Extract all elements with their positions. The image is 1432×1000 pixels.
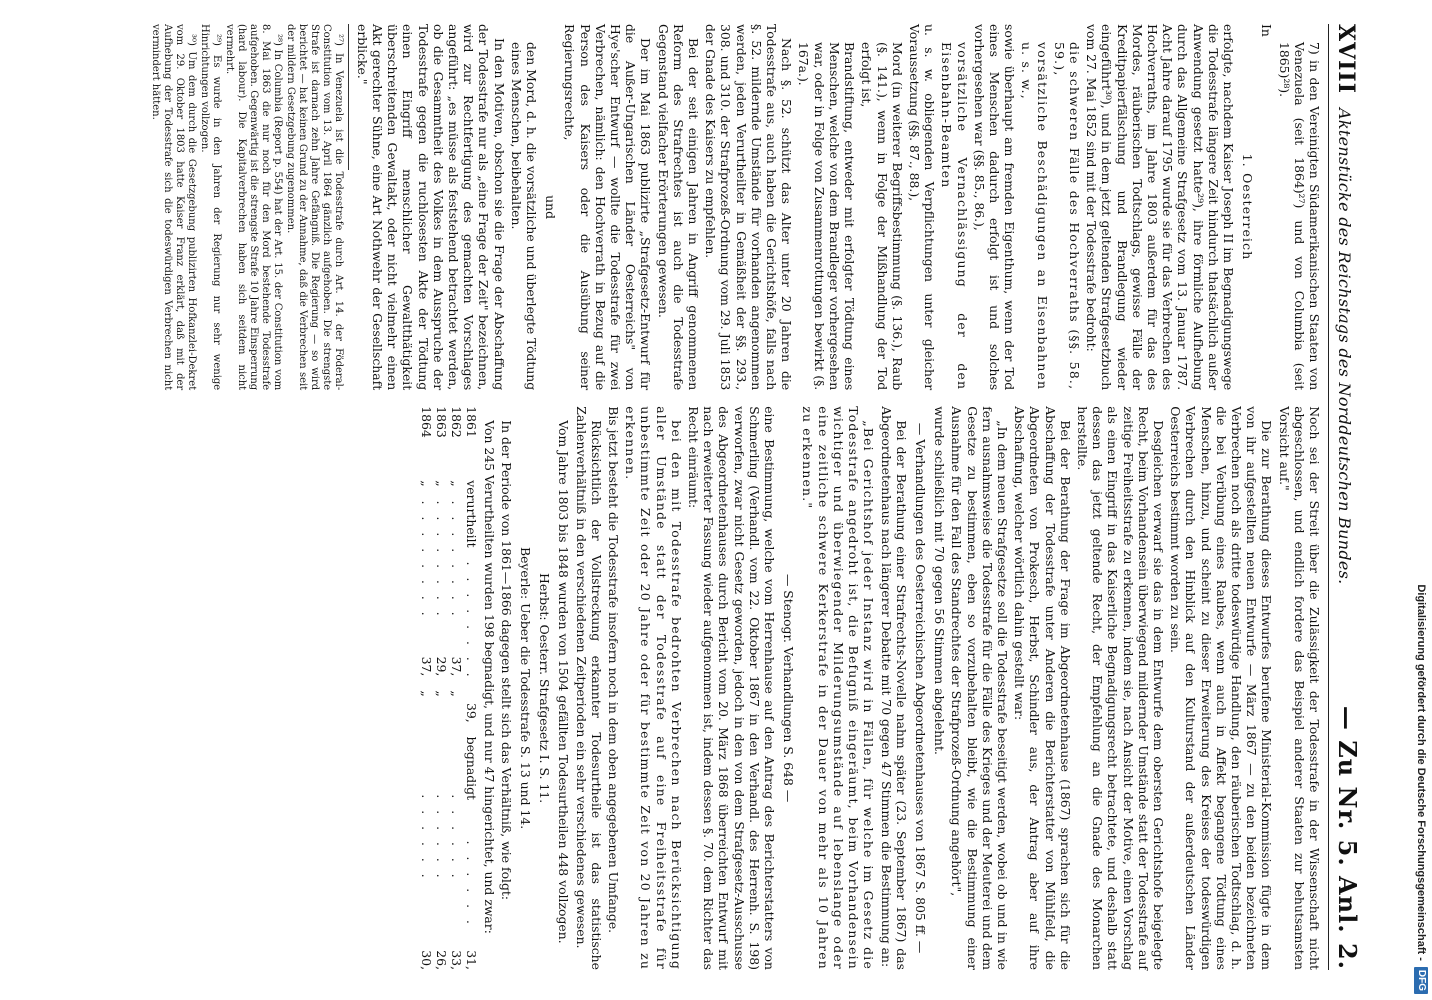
stats-pardoned: 26,: [434, 950, 450, 971]
stats-note: „: [434, 690, 450, 697]
execution-statistics: [419, 406, 480, 970]
footnote: ²⁸) In Columbia (Report p. 554) hat der Art. 15. der Constitution vom 8. Mai 1863 die nur noch für den Mord bestehende Todesstrafe aufgehoben. Gegenwärtig ist die strengste Strafe 10 Jahre Einsperrung (hard labour). Die Kapitalverbrechen haben sich seitdem nicht vermehrt.: [223, 24, 283, 391]
stats-label: „: [434, 480, 450, 487]
paragraph: Von 245 Verurtheilten wurden 198 begnadigt, und nur 47 hingerichtet, und zwar:: [481, 420, 497, 934]
stats-sentenced: 39,: [464, 702, 480, 723]
paragraph: bei den mit Todesstrafe bedrohten Verbrechen nach Berücksichtigung aller Umstände statt der Todesstrafe auf eine Freiheitsstrafe für unbestimmte Zeit oder 20 Jahre oder für bestimmte Zeit von 20 Jahren zu erkennen.: [623, 406, 684, 970]
quotation: „Bei Gerichtshof jeder Instanz wird in Fällen, für welche im Gesetz die Todesstrafe angedroht ist, die Befugniß eingeräumt, beim Vorhandensein wichtiger und überwiegender Milderungsumstände auf lebenslange oder eine zeitliche schwere Kerkerstrafe in der Dauer von mehr als 10 Jahren zu erkennen.": [800, 406, 877, 970]
footnote: ³⁰) Um dem durch die Gesetzgebung publizirten Hofkanzlei-Dekret vom 29. Oktober 1803 hatte Kaiser Franz erklärt, daß mit der Aufhebung der Todesstrafe sich die todeswürdigen Verbrechen nicht vermindert hätten.: [149, 24, 197, 391]
list-item: Brandstiftung, entweder mit erfolgter Tödtung eines Menschen, welche von dem Brandleger vorhergesehen war, oder in Folge von Zusammenrottungen bewirkt (§. 167a.).: [796, 42, 858, 391]
paragraph: Noch sei der Streit über die Zulässigkeit der Todesstrafe in der Wissenschaft nicht abgeschlossen, und endlich fordere das Beispiel anderer Staaten zur behutsamsten Vorsicht auf.": [1276, 406, 1322, 970]
stats-sentenced: 37,: [418, 656, 434, 677]
paragraph: Bei der Berathung einer Strafrechts-Novelle nahm später (23. September 1867) das Abgeordnetenhaus nach längerer Debatte mit 70 gegen 47 Stimmen die Bestimmung an:: [878, 406, 909, 970]
stats-year: 1861: [464, 406, 480, 438]
stats-note: begnadigt: [464, 736, 480, 801]
conjunction: und: [543, 195, 559, 220]
paragraph: Bei der seit einigen Jahren in Angriff genommenen Reform des Strafrechtes ist auch die Todesstrafe Gegenstand vielfacher Erörterungen gewesen.: [655, 24, 702, 391]
paragraph: eine Bestimmung, welche vom Herrenhause auf den Antrag des Berichterstatters von Schmerling (Verhandl. vom 22. Oktober 1867 in den Verhandl. des Herrenh. S. 198) verworfen, zwar nicht Gesetz geworden, jedoch in den von dem Strafgesetz-Ausschusse des Abgeordnetenhauses durch Bericht vom 20. März 1868 überreichten Entwurf mit nach erweiterter Fassung wieder aufgenommen ist, indem dessen §. 70. dem Richter das Recht einräumt:: [686, 406, 778, 970]
stats-row: 1864 „ . . . . . . . . 37, „ . . . . . . 30,: [418, 406, 434, 971]
stats-row: 1862 „ . . . . . . . . 37, „ . . . . . . 33,: [449, 406, 465, 971]
left-column: [40, 24, 1322, 390]
stats-note: „: [449, 690, 465, 697]
paragraph: u. s. w. obliegenden Verpflichtungen unter gleicher Voraussetzung (§§. 87., 88.),: [906, 24, 938, 391]
stats-label: „: [418, 480, 434, 487]
footnotes: [149, 24, 344, 390]
citation: Beyerle: Ueber die Todesstrafe S. 13 und 14.: [518, 546, 534, 830]
stats-pardoned: 30,: [418, 950, 434, 971]
paragraph: Rücksichtlich der Vollstreckung erkannter Todesurtheile ist das statistische Zahlenverhältniß in den verschiedenen Zeitperioden ein sehr verschiedenes gewesen.: [573, 406, 604, 970]
right-column: [40, 406, 1322, 970]
paragraph: In den Motiven, obschon sie die Frage der Abschaffung der Todesstrafe nur als „eine Frage der Zeit" bezeichnen, wird zur Rechtfertigung des gemachten Vorschlages angeführt: „es müsse als feststehend betrachtet werden, ob die Gesammtheit des Volkes in dem Ausspruche der Todesstrafe gegen die ruchlosesten Akte der Tödtung einen Eingriff menschlicher Gewaltthätigkeit überschreitenden Gewaltakt, oder nicht vielmehr einen Akt gerechter Sühne, eine Art Nothwehr der Gesellschaft erblicke.": [354, 24, 507, 391]
dfg-credit-text: Digitalisierung gefördert durch die Deutsche Forschungsgemeinschaft -: [1415, 584, 1427, 961]
paragraph: Nach §. 52. schützt das Alter unter 20 Jahren die Todesstrafe aus, auch haben die Gerichtshöfe, falls nach §. 52. mildernde Umstände für vorhanden angenommen werden, jeden Verurtheilter in Gemäßheit der §§. 293., 308. und 310. der Strafprozeß-Ordnung vom 29. Juli 1853 der Gnade des Kaisers zu empfehlen.: [703, 24, 795, 391]
list-item: vorsätzliche Beschädigungen an Eisenbahnen u. s. w.,: [1019, 42, 1050, 391]
intro-word: In: [1259, 24, 1275, 37]
running-head: [1328, 24, 1362, 970]
stats-sentenced: 29,: [434, 656, 450, 677]
paragraph: Bis jetzt besteht die Todesstrafe insofern noch in dem oben angegebenen Umfange.: [606, 406, 622, 934]
stats-sentenced: 37,: [449, 656, 465, 677]
stats-year: 1864: [418, 406, 434, 438]
page-content: [40, 24, 1362, 970]
footnote: ²⁷) In Venezuela ist die Todesstrafe durch Art. 14. der Föderal-Constitution vom 13. April 1864 gänzlich aufgehoben. Die strengste Strafe ist darnach zehn Jahre Gefängniß. Die Regierung — so wird berichtet — hat keinen Grund zu der Annahme, daß die Verbrechen seit der mildern Gesetzgebung zugenommen.: [284, 24, 344, 391]
citation: — Verhandlungen des Oesterreichischen Abgeordnetenhauses von 1867 S. 805 ff. —: [912, 422, 928, 954]
text-columns: [40, 24, 1322, 970]
paragraph: Vom Jahre 1803 bis 1848 wurden von 1504 gefällten Todesurtheilen 448 vollzogen.: [556, 420, 572, 944]
paragraph: Bei der Berathung der Frage im Abgeordnetenhause (1867) sprachen sich für die Abschaffung der Todesstrafe unter Anderen die Berichterstatter von Mühlfeld, die Abgeordneten von Prokesch, Herbst, Schindler aus, der Antrag aber auf ihre Abschaffung, welcher wörtlich dahin gestellt war:: [1012, 406, 1073, 970]
paragraph: wurde schließlich mit 70 gegen 56 Stimmen abgelehnt.: [932, 406, 948, 755]
footnote-rule: [348, 24, 349, 170]
dfg-credit: [1410, 0, 1432, 1000]
stats-pardoned: 33,: [449, 950, 465, 971]
stats-note: „: [418, 690, 434, 697]
stats-label: „: [449, 480, 465, 487]
paragraph: sowie überhaupt am fremden Eigenthum, wenn der Tod eines Menschen dadurch erfolgt ist und solches vorhergesehen war (§§. 85., 86.),: [971, 24, 1018, 391]
dfg-credit-strip: [1410, 0, 1432, 1000]
list-item: Mord (in weiterer Begriffsbestimmung (§. 136.), Raub (§. 141.), wenn in Folge der Mißhandlung der Tod erfolgt ist,: [859, 42, 905, 391]
stats-year: 1863: [434, 406, 450, 438]
paragraph: In der Periode von 1861—1866 dagegen stellt sich das Verhältniß, wie folgt:: [498, 420, 514, 901]
paragraph: Die zur Berathung dieses Entwurfes berufene Ministerial-Kommission fügte in dem von ihr aufgestellten neuen Entwurfe — März 1867 — zu den beiden bezeichneten Verbrechen noch als dritte todeswürdige Handlung, den räuberischen Todtschlag, d. h. die bei Verübung eines Raubes, wenn auch in Affekt begangene Tödtung eines Menschen, hinzu, und scheint zu dieser Erweiterung des Kreises der todeswürdigen Verbrechen durch den Hinblick auf den Kulturstand der außerdeutschen Länder Oesterreichs bestimmt worden zu sein.: [1168, 406, 1275, 970]
paragraph: Desgleichen verwarf sie das in dem Entwurfe dem obersten Gerichtshofe beigelegte Recht, beim Vorhandensein überwiegend mildernder Umstände statt der Todesstrafe auf zeitige Freiheitsstrafe zu erkennen, indem sie, nach Ansicht der Motive, einen Vorschlag als einen Eingriff in das Kaiserliche Begnadigungsrecht betrachtete, und deshalb statt dessen das jetzt geltende Recht, der Empfehlung an die Gnade des Monarchen herstellte.: [1074, 406, 1166, 970]
section-reference: — Zu Nr. 5. Anl. 2.: [1333, 705, 1362, 970]
list-item: vorsätzliche Vernachlässigung der den Eisenbahn-Beamten: [939, 42, 970, 391]
dfg-logo-icon: DFG: [1414, 967, 1428, 994]
stats-pardoned: 31,: [464, 950, 480, 970]
stats-year: 1862: [449, 406, 465, 438]
footnote: ²⁹) Es wurde in den Jahren der Regierung nur sehr wenige Hinrichtungen vollzogen.: [198, 24, 222, 391]
running-title: Aktenstücke des Reichstags des Norddeutschen Bundes.: [1335, 108, 1354, 585]
quotation: „In dem neuen Strafgesetze soll die Todesstrafe beseitigt werden, wobei ob und in wie fern ausnahmsweise die Todesstrafe für die Fälle des Krieges und der Meuterei und dem Gesetze zu bestimmen, eben so vorzubehalten bleibt, wie die Bestimmung einer Ausnahme für den Fall des Standrechtes der Strafprozeß-Ordnung angehört",: [949, 406, 1010, 970]
list-item-7: 7) in den Vereinigten Südamerikanischen Staaten von Venezuela (seit 1864)²⁷) und von Columbia (seit 1865)²⁸).: [1276, 42, 1322, 391]
paragraph: Der im Mai 1863 publizirte „Strafgesetz-Entwurf für die Außer-Ungarischen Länder Oesterreichs" von Hye'scher Entwurf — wollte die Todesstrafe für zwei Verbrechen, nämlich: den Hochverrath in Bezug auf die Person des Kaisers oder die Ausübung seiner Regierungsrechte,: [562, 24, 654, 391]
stats-row: 1861 verurtheilt . . . . . . . . 39, begnadigt . . . . . . 31,: [464, 406, 480, 970]
page-number: XVIII: [1333, 24, 1359, 95]
list-item: den Mord, d. h. die vorsätzliche und überlegte Tödtung eines Menschen, beibehalten.: [508, 42, 540, 391]
stats-row: 1863 „ . . . . . . . . 29, „ . . . . . . 26,: [434, 406, 450, 971]
list-item: die schweren Fälle des Hochverraths (§§. 58., 59.),: [1051, 42, 1082, 391]
stats-label: verurtheilt: [464, 480, 480, 548]
paragraph: erfolgte, nachdem Kaiser Joseph II im Begnadigungswege die Todesstrafe längere Zeit hindurch thatsächlich außer Anwendung gesetzt hatte²⁹), ihre förmliche Aufhebung durch das Allgemeine Strafgesetz vom 13. Januar 1787. Acht Jahre darauf 1795 wurde sie für das Verbrechen des Hochverraths, im Jahre 1803 außerdem für das des Mordes, räuberischen Todtschlags, gewisse Fälle der Kreditpapierfälschung und Brandlegung wieder eingeführt³⁰), und in dem jetzt geltenden Strafgesetzbuch vom 27. Mai 1852 sind mit der Todesstrafe bedroht:: [1084, 24, 1236, 391]
citation: Herbst: Oesterr. Strafgesetz I. S. 11.: [537, 573, 553, 804]
austria-heading: 1. Oesterreich: [1240, 153, 1256, 261]
citation: — Stenogr. Verhandlungen S. 648 —: [781, 573, 797, 803]
